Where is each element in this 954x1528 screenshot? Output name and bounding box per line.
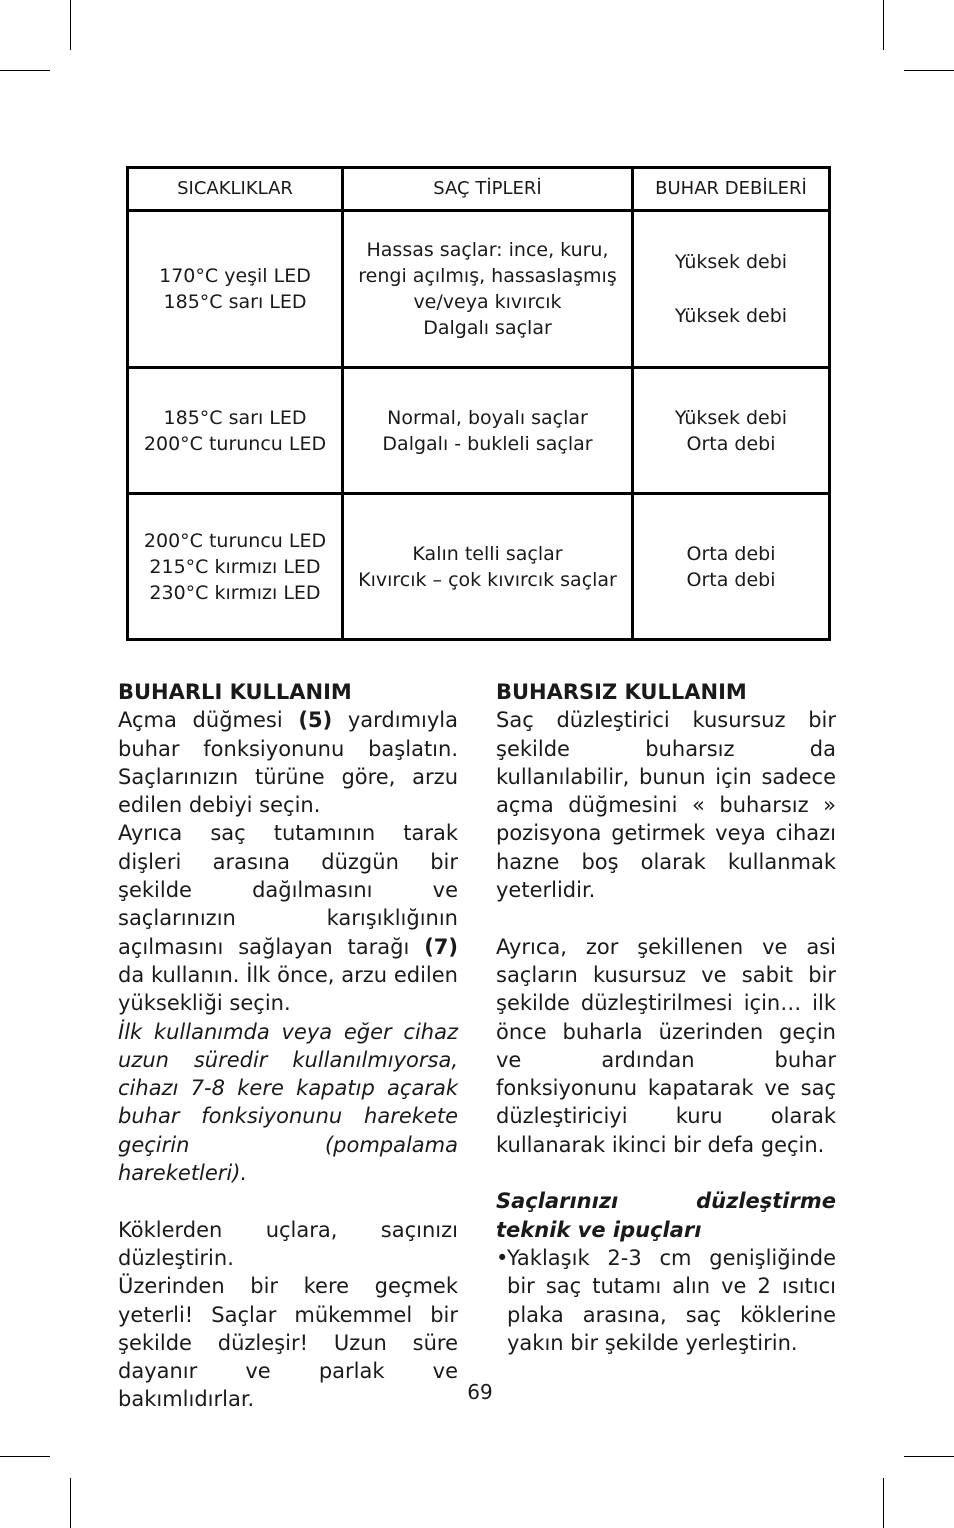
crop-mark bbox=[883, 1478, 884, 1528]
cell-line: ve/veya kıvırcık bbox=[413, 291, 562, 313]
temperature-cell bbox=[128, 211, 343, 368]
text-run: da kullanın. İlk önce, arzu edilen yüksekliği seçin. bbox=[118, 962, 458, 1016]
subheading: Saçlarınızı düzleştirme teknik ve ipuçları bbox=[496, 1189, 836, 1242]
paragraph: Ayrıca, zor şekillenen ve asi saçların kusursuz ve sabit bir şekilde düzleştirilmesi için… ilk önce buharla üzerinden geçin ve ardından buhar fonksiyonunu kapatarak ve saç düzleştiriciyi kuru olarak kullanarak ikinci bir defa geçin. bbox=[496, 934, 836, 1157]
temperature-cell bbox=[128, 368, 343, 494]
crop-mark bbox=[0, 70, 50, 71]
note-paragraph: İlk kullanımda veya eğer cihaz uzun süredir kullanılmıyorsa, cihazı 7-8 kere kapatıp açarak buhar fonksiyonunu harekete geçirin (pompalama hareketleri). bbox=[118, 1019, 458, 1186]
steam-rate-cell bbox=[633, 494, 830, 640]
part-reference: (7) bbox=[424, 934, 458, 959]
cell-line: 170°C yeşil LED bbox=[159, 265, 311, 287]
hair-type-cell bbox=[343, 368, 633, 494]
crop-mark bbox=[0, 1456, 50, 1457]
crop-mark bbox=[70, 0, 71, 50]
hair-type-cell bbox=[343, 211, 633, 368]
header-temperatures: SICAKLIKLAR bbox=[128, 168, 343, 211]
cell-line: Kalın telli saçlar bbox=[412, 542, 563, 565]
hair-type-cell bbox=[343, 494, 633, 640]
paragraph: Köklerden uçlara, saçınızı düzleştirin. bbox=[118, 1217, 458, 1270]
cell-line: rengi açılmış, hassaslaşmış bbox=[358, 265, 617, 287]
crop-mark bbox=[70, 1478, 71, 1528]
cell-line: 200°C turuncu LED bbox=[143, 432, 327, 455]
table-header-row bbox=[128, 168, 830, 211]
table-row bbox=[128, 211, 830, 368]
list-item-text: Yaklaşık 2-3 cm genişliğinde bir saç tutamı alın ve 2 ısıtıcı plaka arasına, saç köklerine yakın bir şekilde yerleştirin. bbox=[507, 1245, 836, 1355]
settings-table bbox=[126, 166, 831, 641]
cell-line: Normal, boyalı saçlar bbox=[387, 406, 588, 429]
cell-line: 200°C turuncu LED bbox=[143, 529, 327, 552]
crop-mark bbox=[883, 0, 884, 50]
cell-line: 185°C sarı LED bbox=[163, 291, 307, 313]
part-reference: (5) bbox=[298, 708, 333, 733]
section-heading: BUHARLI KULLANIM bbox=[118, 680, 352, 704]
paragraph: Üzerinden bir kere geçmek yeterli! Saçlar mükemmel bir şekilde düzleşir! Uzun süre dayanır ve parlak ve bakımlıdırlar. bbox=[118, 1274, 458, 1412]
section-heading: BUHARSIZ KULLANIM bbox=[496, 680, 747, 704]
right-column bbox=[496, 678, 836, 1357]
temperature-cell bbox=[128, 494, 343, 640]
left-column bbox=[118, 678, 458, 1414]
cell-line: Yüksek debi bbox=[674, 406, 788, 429]
cell-line: Orta debi bbox=[686, 568, 776, 591]
header-steam-rates: BUHAR DEBİLERİ bbox=[633, 168, 830, 211]
list-item bbox=[496, 1244, 836, 1357]
paragraph bbox=[118, 706, 458, 819]
bullet-icon: • bbox=[496, 1245, 509, 1270]
steam-rate-cell bbox=[633, 368, 830, 494]
cell-line: Kıvırcık – çok kıvırcık saçlar bbox=[358, 568, 617, 591]
page-number: 69 bbox=[467, 1380, 493, 1404]
cell-line: 185°C sarı LED bbox=[163, 406, 307, 429]
cell-line: Yüksek debi bbox=[674, 305, 788, 327]
table-row bbox=[128, 494, 830, 640]
cell-line: 215°C kırmızı LED bbox=[149, 555, 321, 578]
text-run: Ayrıca saç tutamının tarak dişleri arasına düzgün bir şekilde dağılmasını ve saçlarınızın karışıklığının açılmasını sağlayan tarağı bbox=[118, 821, 458, 959]
cell-line: 230°C kırmızı LED bbox=[149, 581, 321, 604]
crop-mark bbox=[904, 70, 954, 71]
paragraph bbox=[118, 819, 458, 1017]
cell-line: Dalgalı - bukleli saçlar bbox=[382, 432, 593, 455]
cell-line: Yüksek debi bbox=[674, 251, 788, 273]
header-hair-types: SAÇ TİPLERİ bbox=[343, 168, 633, 211]
cell-line: Orta debi bbox=[686, 432, 776, 455]
crop-mark bbox=[904, 1456, 954, 1457]
cell-line: Orta debi bbox=[686, 542, 776, 565]
table-row bbox=[128, 368, 830, 494]
paragraph: Saç düzleştirici kusursuz bir şekilde buharsız da kullanılabilir, bunun için sadece açma düğmesini « buharsız » pozisyona getirmek veya cihazı hazne boş olarak kullanmak yeterlidir. bbox=[496, 708, 836, 903]
cell-line: Hassas saçlar: ince, kuru, bbox=[366, 239, 609, 261]
steam-rate-cell bbox=[633, 211, 830, 368]
cell-line: Dalgalı saçlar bbox=[423, 317, 552, 339]
text-run: Açma düğmesi bbox=[118, 708, 299, 733]
text-run: yardımıyla buhar fonksiyonunu başlatın. Saçlarınızın türüne göre, arzu edilen debiyi seçin. bbox=[118, 708, 458, 818]
